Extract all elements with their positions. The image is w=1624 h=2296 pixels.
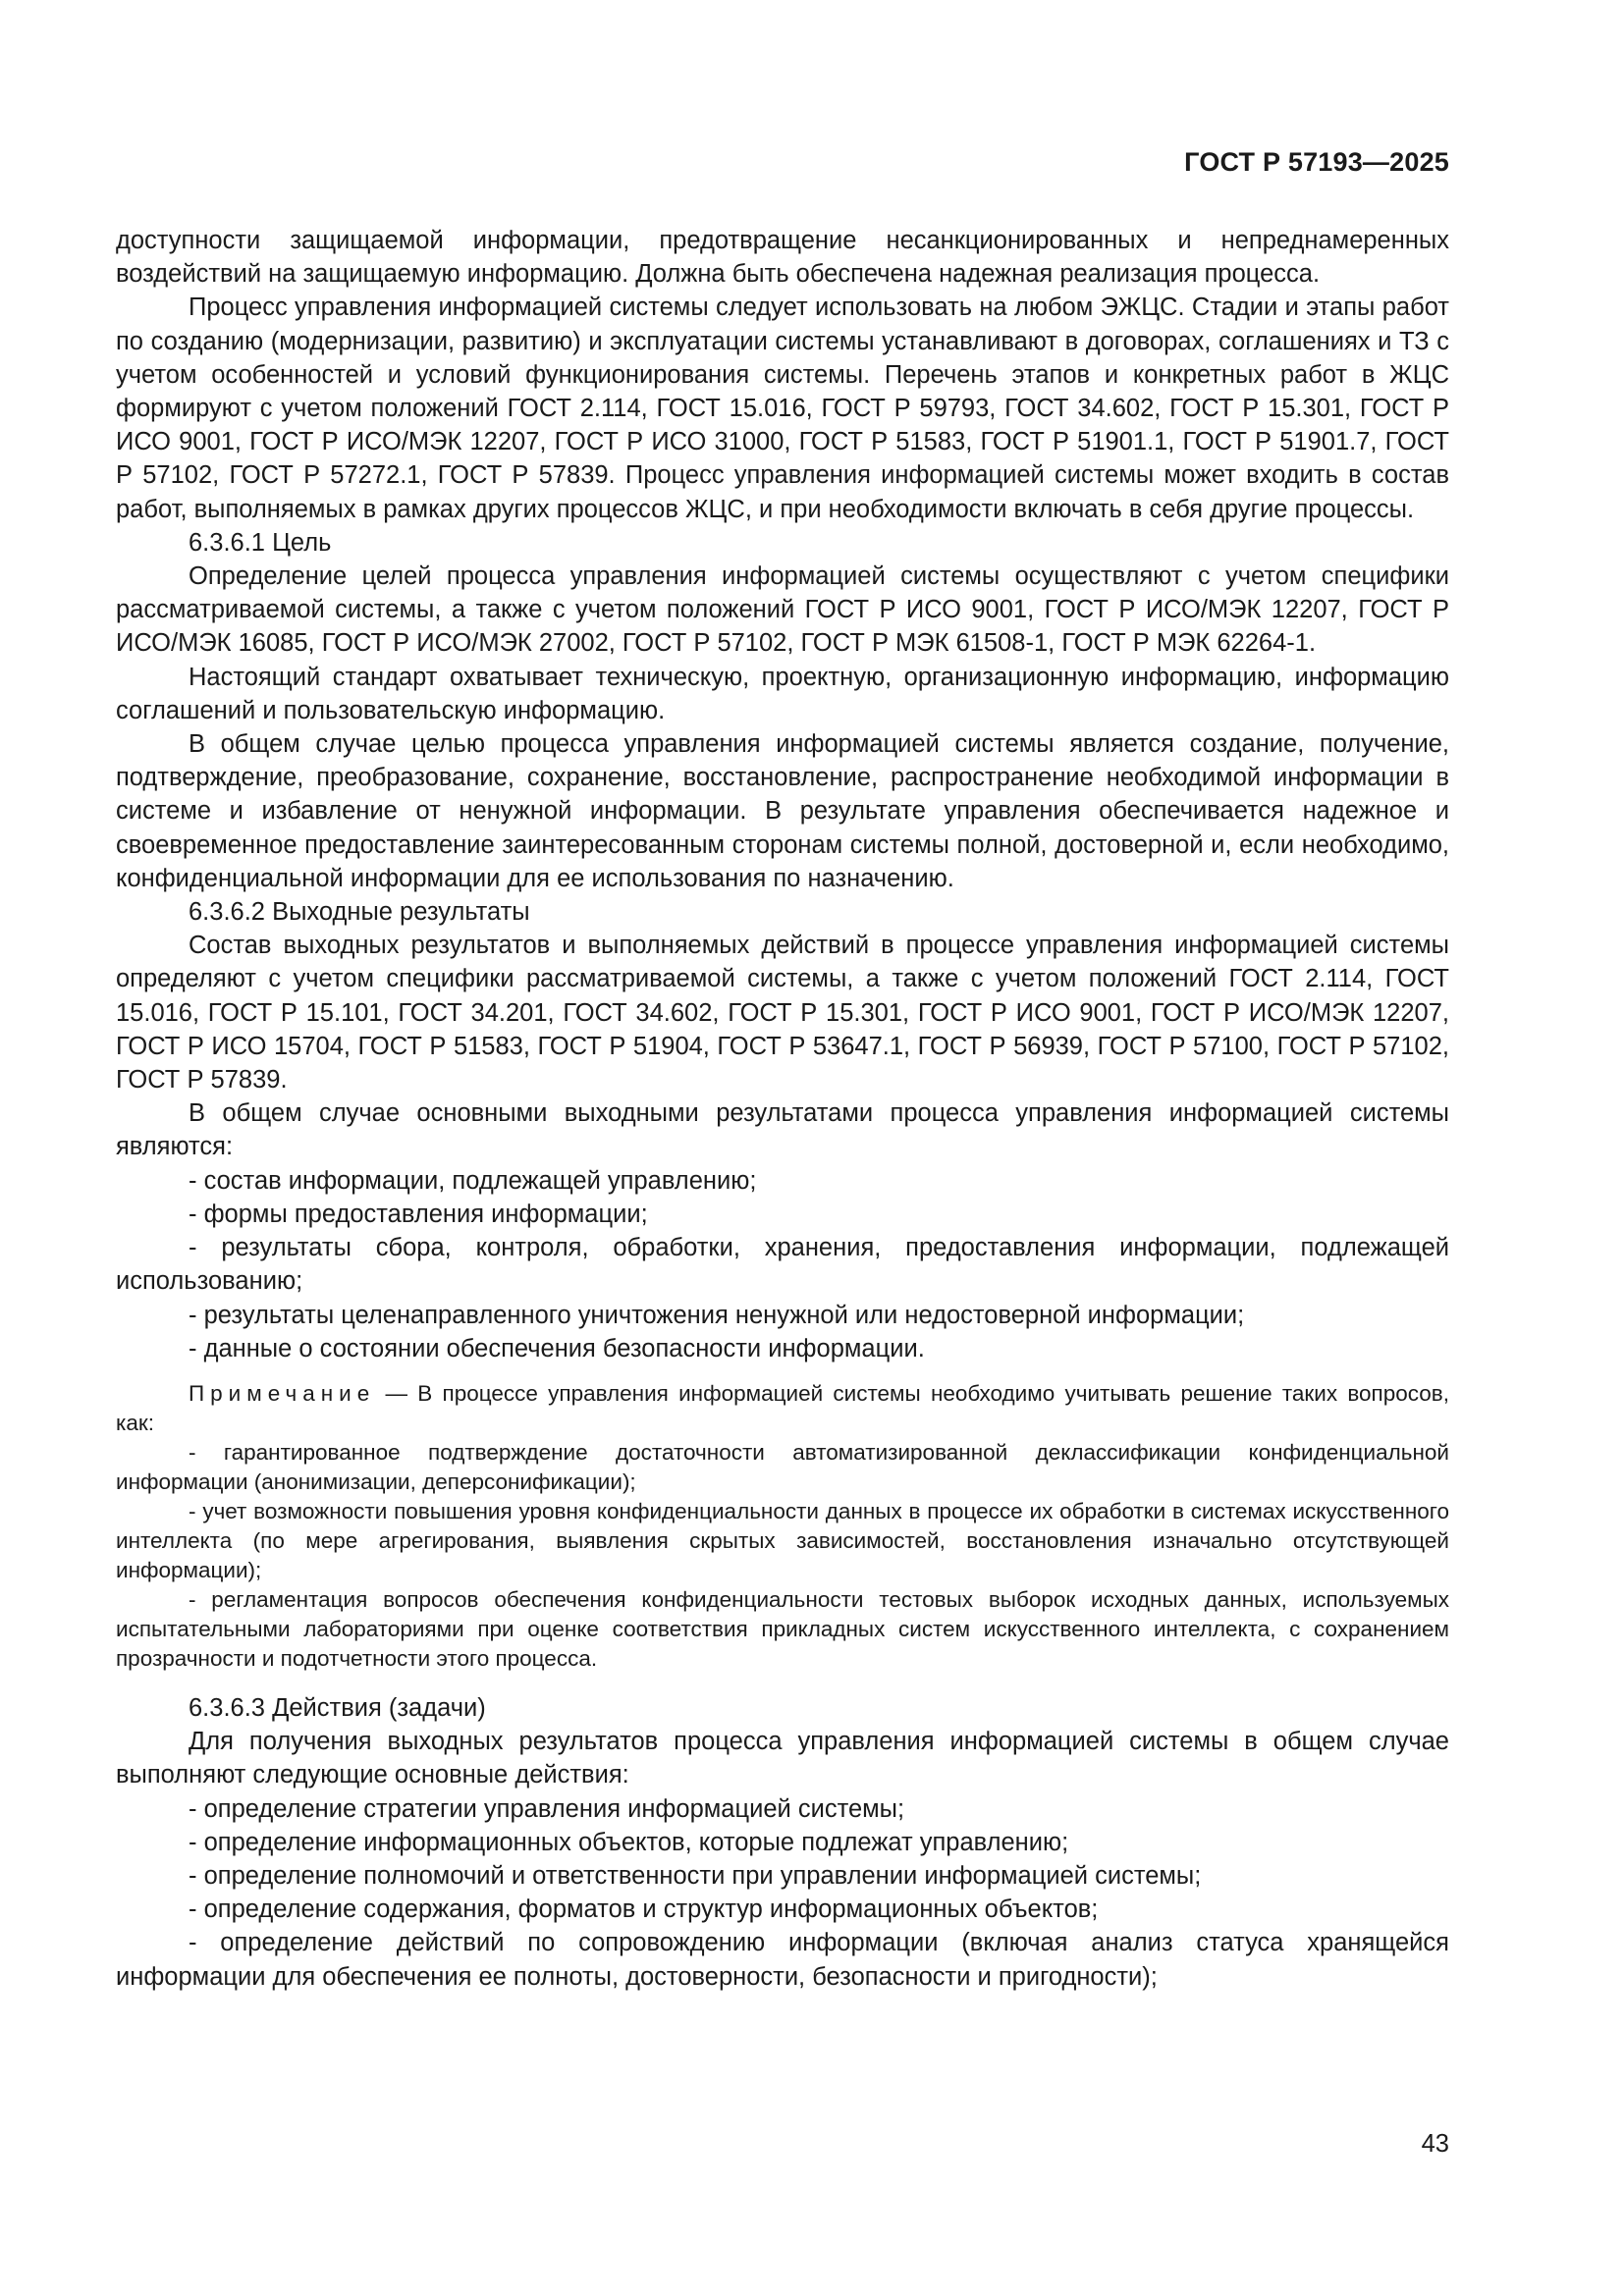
section-heading-actions: 6.3.6.3 Действия (задачи) [189,1693,486,1722]
document-body [116,224,1449,1994]
note-block [116,1379,1449,1674]
list-item-output: - состав информации, подлежащей управлению; [189,1166,757,1195]
paragraph-actions-intro: Для получения выходных результатов процесса управления информацией системы в общем случае выполняют следующие основные действия: [116,1728,1449,1789]
list-item-output: - результаты сбора, контроля, обработки, хранения, предоставления информации, подлежащей использованию; [116,1234,1449,1296]
section-heading-outputs: 6.3.6.2 Выходные результаты [189,898,530,927]
paragraph-goal-scope: Настоящий стандарт охватывает техническую, проектную, организационную информацию, информацию соглашений и пользовательскую информацию. [116,663,1449,724]
paragraph-goal-definition: Определение целей процесса управления информацией системы осуществляют с учетом специфики рассматриваемой системы, а также с учетом положений ГОСТ Р ИСО 9001, ГОСТ Р ИСО/МЭК 12207, ГОСТ Р ИСО/МЭК 16085, ГОСТ Р ИСО/МЭК 27002, ГОСТ Р 57102, ГОСТ Р МЭК 61508-1, ГОСТ Р МЭК 62264-1. [116,562,1449,658]
list-item-action: - определение полномочий и ответственности при управлении информацией системы; [189,1861,1202,1890]
paragraph-outputs-intro: В общем случае основными выходными результатами процесса управления информацией системы являются: [116,1099,1449,1161]
list-item-action: - определение стратегии управления информацией системы; [189,1794,905,1823]
list-item-output: - данные о состоянии обеспечения безопасности информации. [189,1334,925,1362]
note-intro [116,1379,1449,1438]
page-number: 43 [1421,2130,1449,2158]
note-item: - учет возможности повышения уровня конфиденциальности данных в процессе их обработки в системах искусственного интеллекта (по мере агрегирования, выявления скрытых зависимостей, восстановления изначально отсутствующей информации); [116,1498,1449,1582]
note-item: - гарантированное подтверждение достаточности автоматизированной деклассификации конфиденциальной информации (анонимизации, деперсонификации); [116,1439,1449,1494]
list-item-output: - результаты целенаправленного уничтожения ненужной или недостоверной информации; [189,1301,1245,1329]
note-intro-text: — В процессе управления информацией системы необходимо учитывать решение таких вопросов, как: [116,1380,1449,1435]
list-item-action: - определение информационных объектов, которые подлежат управлению; [189,1828,1069,1856]
section-heading-goal: 6.3.6.1 Цель [189,528,332,557]
list-item-output: - формы предоставления информации; [189,1200,648,1228]
list-item-action: - определение действий по сопровождению информации (включая анализ статуса хранящейся информации для обеспечения ее полноты, достоверности, безопасности и пригодности); [116,1929,1449,1991]
note-label: Примечание [189,1380,376,1406]
paragraph-continuation: доступности защищаемой информации, предотвращение несанкционированных и непреднамеренных воздействий на защищаемую информацию. Должна быть обеспечена надежная реализация процесса. [116,227,1449,289]
list-item-action: - определение содержания, форматов и структур информационных объектов; [189,1896,1099,1924]
paragraph-goal-purpose: В общем случае целью процесса управления информацией системы является создание, получение, подтверждение, преобразование, сохранение, восстановление, распространение необходимой информации в системе и избавление от ненужной информации. В результате управления обеспечивается надежное и своевременное предоставление заинтересованным сторонам системы полной, достоверной и, если необходимо, конфиденциальной информации для ее использования по назначению. [116,730,1449,892]
paragraph-process-usage: Процесс управления информацией системы следует использовать на любом ЭЖЦС. Стадии и этапы работ по созданию (модернизации, развитию) и эксплуатации системы устанавливают в договорах, соглашениях и ТЗ с учетом особенностей и условий функционирования системы. Перечень этапов и конкретных работ в ЖЦС формируют с учетом положений ГОСТ 2.114, ГОСТ 15.016, ГОСТ Р 59793, ГОСТ 34.602, ГОСТ Р 15.301, ГОСТ Р ИСО 9001, ГОСТ Р ИСО/МЭК 12207, ГОСТ Р ИСО 31000, ГОСТ Р 51583, ГОСТ Р 51901.1, ГОСТ Р 51901.7, ГОСТ Р 57102, ГОСТ Р 57272.1, ГОСТ Р 57839. Процесс управления информацией системы может входить в состав работ, выполняемых в рамках других процессов ЖЦС, и при необходимости включать в себя другие процессы. [116,294,1449,523]
note-item: - регламентация вопросов обеспечения конфиденциальности тестовых выборок исходных данных, используемых испытательными лабораториями при оценке соответствия прикладных систем искусственного интеллекта, с сохранением прозрачности и подотчетности этого процесса. [116,1586,1449,1671]
document-id-header: ГОСТ Р 57193—2025 [1184,147,1449,177]
paragraph-outputs-composition: Состав выходных результатов и выполняемых действий в процессе управления информацией системы определяют с учетом специфики рассматриваемой системы, а также с учетом положений ГОСТ 2.114, ГОСТ 15.016, ГОСТ Р 15.101, ГОСТ 34.201, ГОСТ 34.602, ГОСТ Р 15.301, ГОСТ Р ИСО 9001, ГОСТ Р ИСО/МЭК 12207, ГОСТ Р ИСО 15704, ГОСТ Р 51583, ГОСТ Р 51904, ГОСТ Р 53647.1, ГОСТ Р 56939, ГОСТ Р 57100, ГОСТ Р 57102, ГОСТ Р 57839. [116,932,1449,1095]
